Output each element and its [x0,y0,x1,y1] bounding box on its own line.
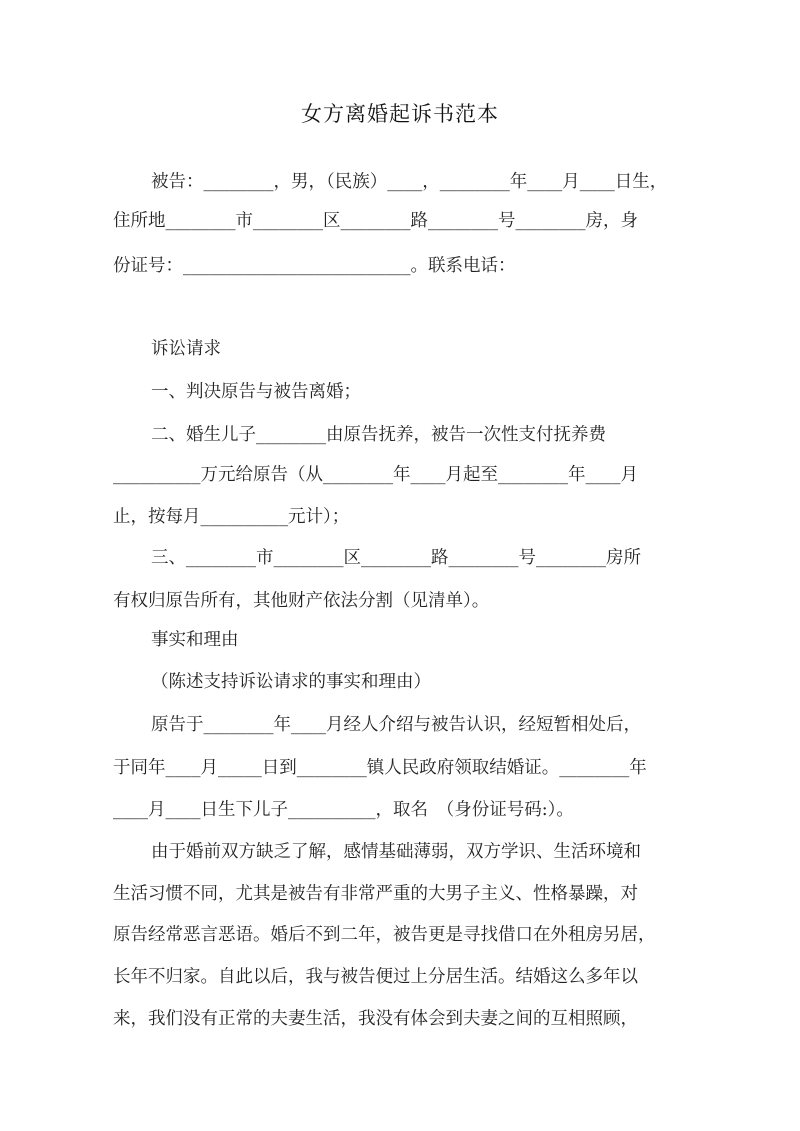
document-title: 女方离婚起诉书范本 [301,102,499,126]
document-page: 女方离婚起诉书范本 被告：________，男，（民族）____，________年____月____日生， 住所地________市________区________路________号________房，身 份证号：__________________________。联系电话： 诉讼请求 一、判决原告与被告离婚； 二、婚生儿子________由原告抚养，被告一次性支付抚养费 __________万元给原告（从________年____月起至________年____月 止，按每月__________元计）； 三、________市________区________路________号________房所 有权归原告所有，其他财产依法分割（见清单）。 事实和理由 （陈述支持诉讼请求的事实和理由） 原告于________年____月经人介绍与被告认识，经短暂相处后， 于同年____月_____日到________镇人民政府领取结婚证。________年 ____月____日生下儿子__________，取名 （身份证号码:）。 由于婚前双方缺乏了解，感情基础薄弱，双方学识、生活环境和 生活习惯不同，尤其是被告有非常严重的大男子主义、性格暴躁，对 原告经常恶言恶语。婚后不到二年，被告更是寻找借口在外租房另居， 长年不归家。自此以后，我与被告便过上分居生活。结婚这么多年以 来，我们没有正常的夫妻生活，我没有体会到夫妻之间的互相照顾， [0,0,800,1131]
